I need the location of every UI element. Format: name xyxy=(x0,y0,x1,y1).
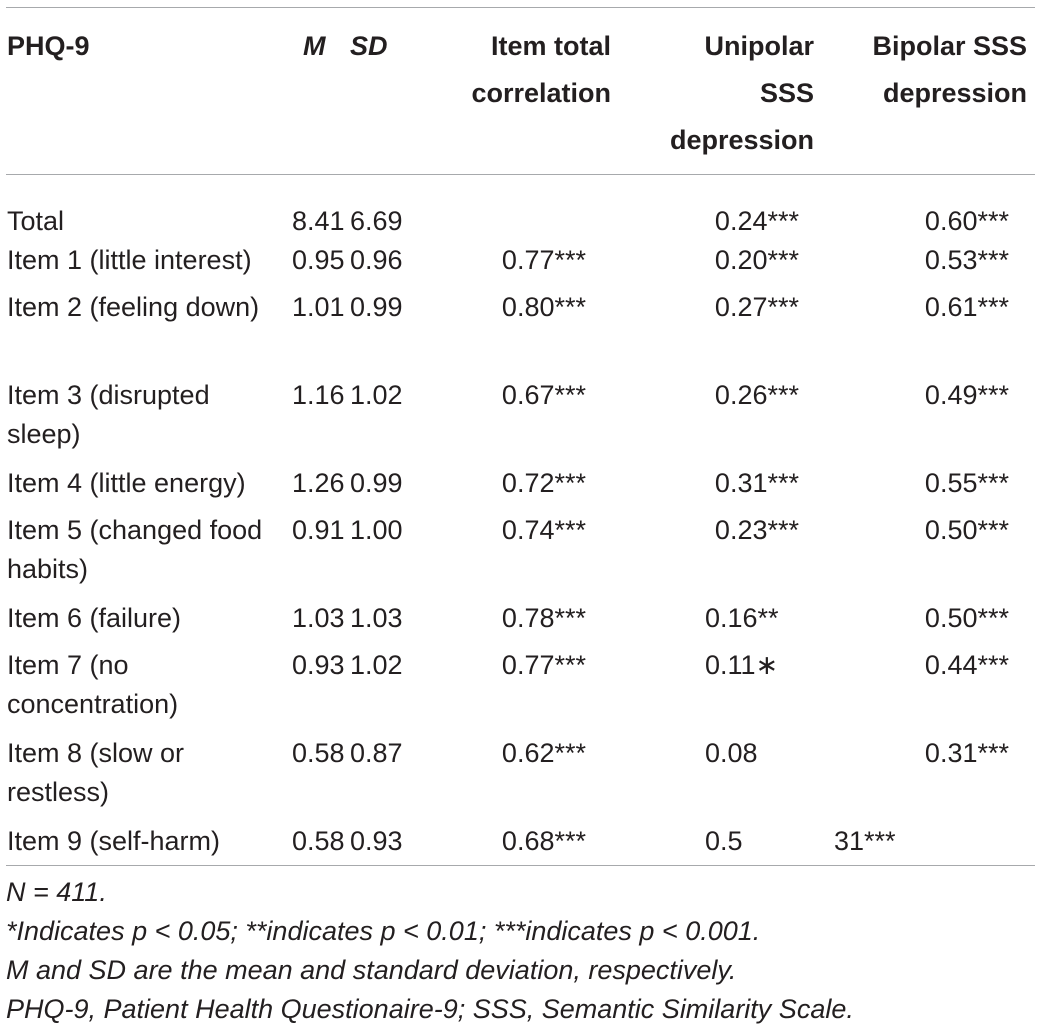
table-row xyxy=(6,734,1035,822)
table-row xyxy=(6,511,1035,599)
column-header-bipolar-sss xyxy=(822,8,1035,189)
cell-sd: 1.02 xyxy=(350,650,403,680)
footnote-sample-size: N = 411. xyxy=(6,877,107,907)
row-label: Item 5 (changed food habits) xyxy=(7,515,263,584)
cell-mean: 0.95 xyxy=(292,245,345,275)
row-label: Item 1 (little interest) xyxy=(7,245,252,275)
column-header-phq9 xyxy=(6,8,286,189)
table-header xyxy=(6,8,1035,189)
cell-unipolar-sss: 0.27*** xyxy=(714,292,799,322)
cell-mean: 1.26 xyxy=(292,468,345,498)
cell-item-total-correlation: 0.72*** xyxy=(501,468,586,498)
cell-bipolar-sss: 0.60*** xyxy=(924,206,1009,236)
cell-unipolar-sss: 0.23*** xyxy=(714,515,799,545)
row-label: Item 3 (disrupted sleep) xyxy=(7,380,210,449)
table-footnotes xyxy=(6,873,1035,1029)
header-line: Unipolar xyxy=(704,31,814,61)
table-body xyxy=(6,189,1035,869)
row-label: Item 6 (failure) xyxy=(7,603,182,633)
cell-sd: 1.03 xyxy=(350,603,403,633)
table-row xyxy=(6,646,1035,734)
table-row xyxy=(6,599,1035,646)
statistics-table xyxy=(6,8,1035,869)
row-label: Item 4 (little energy) xyxy=(7,468,246,498)
header-line: SSS xyxy=(759,78,814,108)
cell-bipolar-sss: 0.44*** xyxy=(924,650,1009,680)
cell-bipolar-sss: 0.55*** xyxy=(924,468,1009,498)
cell-mean: 0.91 xyxy=(292,515,345,545)
cell-bipolar-sss: 0.61*** xyxy=(924,292,1009,322)
cell-unipolar-sss: 0.26*** xyxy=(714,380,799,410)
header-line: PHQ-9 xyxy=(7,31,90,61)
cell-bipolar-sss: 0.53*** xyxy=(924,245,1009,275)
cell-sd: 0.87 xyxy=(350,738,403,768)
cell-sd: 0.99 xyxy=(350,468,403,498)
table-row xyxy=(6,822,1035,869)
row-label: Item 2 (feeling down) xyxy=(7,292,260,322)
cell-sd: 1.02 xyxy=(350,380,403,410)
cell-bipolar-sss: 0.31*** xyxy=(924,738,1009,768)
column-header-mean xyxy=(286,8,350,189)
row-label: Item 7 (no concentration) xyxy=(7,650,179,719)
cell-unipolar-sss: 0.20*** xyxy=(714,245,799,275)
table-row xyxy=(6,241,1035,288)
cell-sd: 1.00 xyxy=(350,515,403,545)
header-line: SD xyxy=(350,31,388,61)
header-line: Item total xyxy=(490,31,611,61)
row-label: Item 8 (slow or restless) xyxy=(7,738,185,807)
cell-bipolar-sss: 0.50*** xyxy=(924,603,1009,633)
cell-bipolar-sss: 0.50*** xyxy=(924,515,1009,545)
column-header-unipolar-sss xyxy=(626,8,822,189)
cell-mean: 1.01 xyxy=(292,292,345,322)
cell-mean: 1.03 xyxy=(292,603,345,633)
cell-bipolar-sss: 31*** xyxy=(834,826,896,856)
footnote-significance: *Indicates p < 0.05; **indicates p < 0.01; ***indicates p < 0.001. xyxy=(6,916,761,946)
cell-bipolar-sss: 0.49*** xyxy=(924,380,1009,410)
cell-sd: 6.69 xyxy=(350,206,403,236)
header-line: M xyxy=(303,31,326,61)
cell-item-total-correlation: 0.68*** xyxy=(501,826,586,856)
cell-mean: 1.16 xyxy=(292,380,345,410)
cell-unipolar-sss: 0.11∗ xyxy=(705,650,779,680)
cell-item-total-correlation: 0.77*** xyxy=(501,650,586,680)
cell-mean: 8.41 xyxy=(292,206,345,236)
cell-unipolar-sss: 0.5 xyxy=(705,826,743,856)
cell-item-total-correlation: 0.77*** xyxy=(501,245,586,275)
cell-sd: 0.99 xyxy=(350,292,403,322)
cell-item-total-correlation xyxy=(446,189,626,241)
row-label: Item 9 (self-harm) xyxy=(7,826,221,856)
cell-item-total-correlation: 0.62*** xyxy=(501,738,586,768)
column-header-item-total-correlation xyxy=(446,8,626,189)
cell-unipolar-sss: 0.16** xyxy=(705,603,779,633)
cell-unipolar-sss: 0.31*** xyxy=(714,468,799,498)
footnote-abbreviations-phq-sss: PHQ-9, Patient Health Questionaire-9; SSS, Semantic Similarity Scale. xyxy=(6,994,854,1024)
cell-mean: 0.93 xyxy=(292,650,345,680)
cell-item-total-correlation: 0.74*** xyxy=(501,515,586,545)
header-line: correlation xyxy=(471,78,611,108)
cell-item-total-correlation: 0.67*** xyxy=(501,380,586,410)
header-row xyxy=(6,8,1035,189)
row-label: Total xyxy=(7,206,65,236)
table-row xyxy=(6,464,1035,511)
column-header-sd xyxy=(350,8,446,189)
cell-unipolar-sss: 0.08 xyxy=(705,738,758,768)
cell-sd: 0.93 xyxy=(350,826,403,856)
header-line: depression xyxy=(882,78,1027,108)
header-line: depression xyxy=(669,125,814,155)
cell-mean: 0.58 xyxy=(292,738,345,768)
cell-mean: 0.58 xyxy=(292,826,345,856)
header-line: Bipolar SSS xyxy=(872,31,1027,61)
footnote-abbreviations-m-sd: M and SD are the mean and standard deviation, respectively. xyxy=(6,955,737,985)
cell-item-total-correlation: 0.78*** xyxy=(501,603,586,633)
table-row xyxy=(6,376,1035,464)
cell-unipolar-sss: 0.24*** xyxy=(714,206,799,236)
cell-sd: 0.96 xyxy=(350,245,403,275)
table-row xyxy=(6,189,1035,241)
table-row xyxy=(6,288,1035,376)
cell-item-total-correlation: 0.80*** xyxy=(501,292,586,322)
